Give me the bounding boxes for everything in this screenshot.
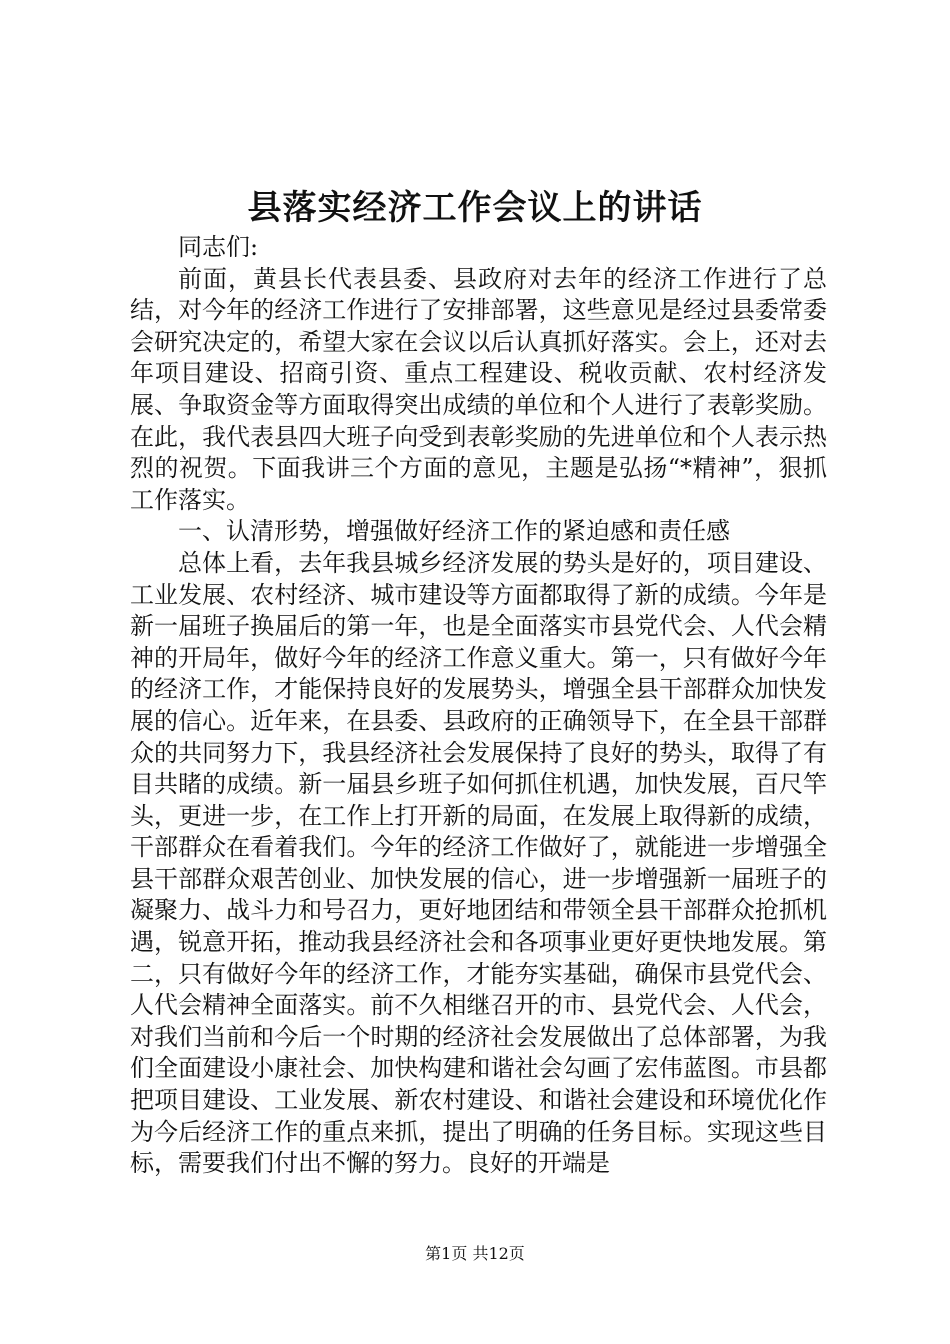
body-paragraph: 总体上看，去年我县城乡经济发展的势头是好的，项目建设、工业发展、农村经济、城市建设等方面都取得了新的成绩。今年是新一届班子换届后的第一年，也是全面落实市县党代会、人代会精神的开局年，做好今年的经济工作意义重大。第一，只有做好今年的经济工作，才能保持良好的发展势头，增强全县干部群众加快发展的信心。近年来，在县委、县政府的正确领导下，在全县干部群众的共同努力下，我县经济社会发展保持了良好的势头，取得了有目共睹的成绩。新一届县乡班子如何抓住机遇，加快发展，百尺竿头，更进一步，在工作上打开新的局面，在发展上取得新的成绩，干部群众在看着我们。今年的经济工作做好了，就能进一步增强全县干部群众艰苦创业、加快发展的信心，进一步增强新一届班子的凝聚力、战斗力和号召力，更好地团结和带领全县干部群众抢抓机遇，锐意开拓，推动我县经济社会和各项事业更好更快地发展。第二，只有做好今年的经济工作，才能夯实基础，确保市县党代会、人代会精神全面落实。前不久相继召开的市、县党代会、人代会，对我们当前和今后一个时期的经济社会发展做出了总体部署，为我们全面建设小康社会、加快构建和谐社会勾画了宏伟蓝图。市县都把项目建设、工业发展、新农村建设、和谐社会建设和环境优化作为今后经济工作的重点来抓，提出了明确的任务目标。实现这些目标，需要我们付出不懈的努力。良好的开端是 (130, 548, 827, 1178)
section-heading: 一、认清形势，增强做好经济工作的紧迫感和责任感 (178, 517, 730, 546)
salutation-paragraph: 同志们: (178, 233, 259, 261)
intro-paragraph: 前面，黄县长代表县委、县政府对去年的经济工作进行了总结，对今年的经济工作进行了安排部署，这些意见是经过县委常委会研究决定的，希望大家在会议以后认真抓好落实。会上，还对去年项目建设、招商引资、重点工程建设、税收贡献、农村经济发展、争取资金等方面取得突出成绩的单位和个人进行了表彰奖励。在此，我代表县四大班子向受到表彰奖励的先进单位和个人表示热烈的祝贺。下面我讲三个方面的意见，主题是弘扬“*精神”，狠抓工作落实。 (130, 264, 827, 514)
page-footer: 第1页 共12页 (425, 1244, 525, 1263)
document-body (130, 232, 827, 1180)
document-title: 县落实经济工作会议上的讲话 (247, 188, 703, 228)
